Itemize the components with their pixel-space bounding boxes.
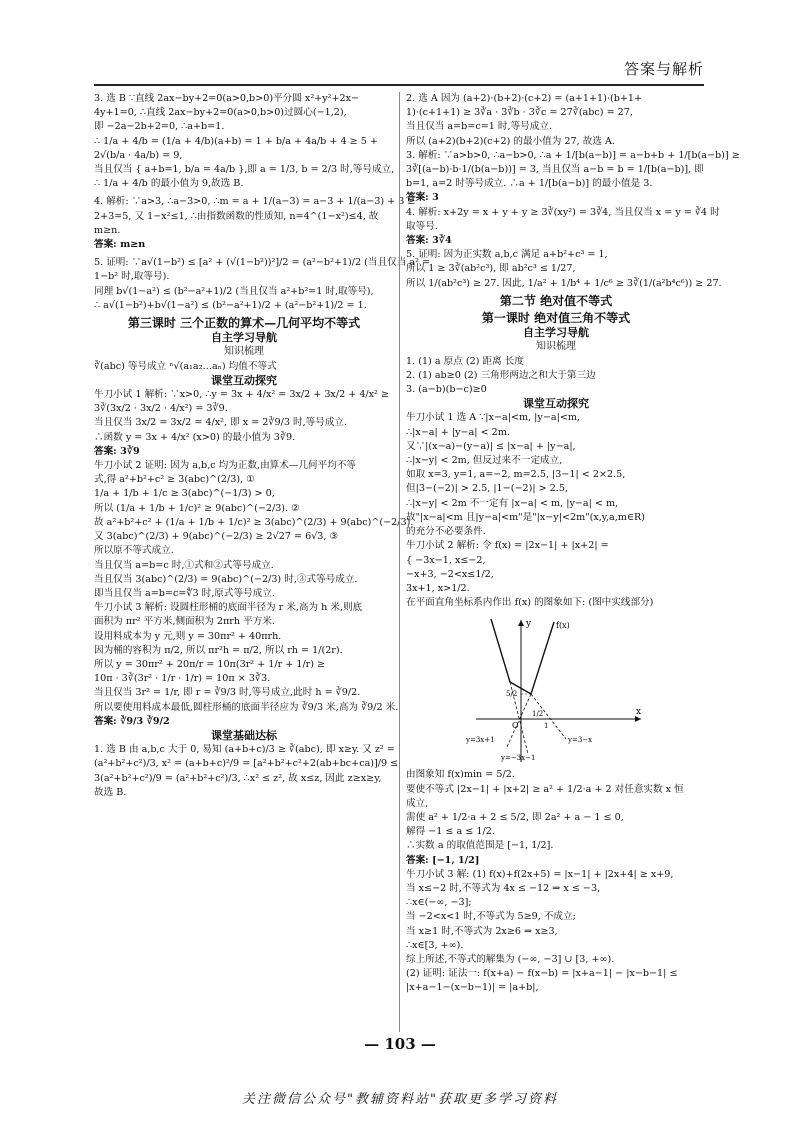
right-column-bottom (406, 768, 706, 995)
text-line: 牛刀小试 2 证明: 因为 a,b,c 均为正数,由算术—几何平均不等 (94, 460, 357, 472)
text-line: 3(a²+b²+c²)/9 = (a²+b²+c²)/3, ∴x² ≤ z², 故 x≤z, 因此 z≥x≥y, (94, 772, 382, 784)
text-line: m≥n. (94, 224, 121, 236)
right-column (406, 92, 740, 996)
text-line: 4. 解析: x+2y = x + y + y ≥ 3∛(xy²) = 3∛4, 当且仅当 x = y = ∛4 时 (406, 206, 720, 218)
text-line: 3. 解析: ∵a>b>0, ∴a−b>0, ∴a + 1/[b(a−b)] = a−b+b + 1/[b(a−b)] ≥ (406, 149, 740, 161)
text-line: ∴x∈(−∞, −3]; (406, 897, 472, 909)
text-line: 由图象知 f(x)min = 5/2. (406, 769, 515, 781)
text-line: −x+3, −2<x≤1/2, (406, 568, 494, 580)
tick-1-label: 1 (544, 722, 549, 731)
half-label: 1/2 (532, 710, 544, 719)
text-line: ∴ 1/a + 4/b 的最小值为 9,故选 B. (94, 178, 244, 190)
text-line: 所以 (a+2)(b+2)(c+2) 的最小值为 27, 故选 A. (406, 135, 615, 147)
section-heading: 自主学习导航 (523, 326, 589, 340)
text-line: 故 a²+b²+c² + (1/a + 1/b + 1/c)² ≥ 3(abc)^(2/3) + 9(abc)^(−2/3). (94, 516, 414, 528)
text-line: 牛刀小试 1 解析: ∵x>0, ∴y = 3x + 4/x² = 3x/2 + 3x/2 + 4/x² ≥ (94, 389, 389, 401)
text-line: 牛刀小试 2 解析: 令 f(x) = |2x−1| + |x+2| = (406, 540, 609, 552)
text-line: 当且仅当 3x/2 = 3x/2 = 4/x², 即 x = 2∛9/3 时,等号成立. (94, 417, 348, 429)
text-line: 综上所述,不等式的解集为 (−∞, −3] ∪ [3, +∞). (406, 953, 615, 965)
text-line: 当 x≤−2 时,不等式为 4x ≤ −12 ⇒ x ≤ −3, (406, 882, 601, 894)
text-line: 当且仅当 3r² = 1/r, 即 r = ∛9/3 时,等号成立,此时 h = ∛9/2. (94, 687, 361, 699)
text-line: ∴|x−y| < 2m, 但反过来不一定成立, (406, 455, 563, 467)
text-line: 当且仅当 a=b=c=1 时,等号成立. (406, 121, 552, 133)
text-line: 2+3=5, 又 1−x²≤1, ∴由指数函数的性质知, n=4^(1−x²)≤4, 故 (94, 210, 379, 222)
text-line: 设用料成本为 y 元,则 y = 30πr² + 40πrh. (94, 630, 282, 642)
text-line: 答案: 3∛4 (406, 235, 452, 247)
text-line: 的充分不必要条件. (406, 526, 486, 538)
text-line: 解得 −1 ≤ a ≤ 1/2. (406, 826, 495, 838)
text-line: 牛刀小试 1 选 A ∵|x−a|<m, |y−a|<m, (406, 412, 580, 424)
text-line: 1. 选 B 由 a,b,c 大于 0, 易知 (a+b+c)/3 ≥ ∛(abc), 即 x≥y. 又 z² = (94, 744, 395, 756)
text-line: 即当且仅当 a=b=c=∜3 时,原式等号成立. (94, 587, 275, 599)
section-heading: 自主学习导航 (211, 331, 277, 345)
text-line: 但|3−(−2)| > 2.5, |1−(−2)| > 2.5, (406, 483, 569, 495)
text-line: 所以要使用料成本最低,圆柱形桶的底面半径应为 ∛9/3 米,高为 ∛9/2 米. (94, 701, 399, 713)
text-line: ∴x∈[3, +∞). (406, 939, 464, 951)
y-axis-label: y (526, 619, 532, 630)
text-line: 1)·(c+1+1) ≥ 3∛a · 3∛b · 3∛c = 27∛(abc) = 27, (406, 107, 633, 119)
function-graph (466, 614, 646, 764)
text-line: (2) 证明: 证法一: f(x+a) − f(x−b) = |x+a−1| − |x−b−1| ≤ (406, 968, 678, 980)
text-line: 4. 解析: ∵a>3, ∴a−3>0, ∴m = a + 1/(a−3) = a−3 + 1/(a−3) + 3 ≥ (94, 196, 416, 208)
section-heading: 第一课时 绝对值三角不等式 (481, 311, 631, 326)
text-line: 所以 1/(ab²c³) ≥ 27. 因此, 1/a² + 1/b⁴ + 1/c⁶ ≥ 3∛(1/(a²b⁴c⁶)) ≥ 27. (406, 277, 722, 289)
line3-label: y=3−x (568, 736, 593, 745)
f-label: f(x) (556, 621, 570, 631)
text-line: 5. 证明: ∵a√(1−b²) ≤ [a² + (√(1−b²))²]/2 = (a²−b²+1)/2 (当且仅当 a² = (94, 257, 431, 269)
graph-svg (466, 614, 646, 764)
text-line: 面积为 πr² 平方米,侧面积为 2πrh 平方米. (94, 616, 275, 628)
section-heading: 第二节 绝对值不等式 (499, 293, 613, 308)
text-line: 牛刀小试 3 解析: 设圆柱形桶的底面半径为 r 米,高为 h 米,则底 (94, 602, 363, 614)
text-line: 所以原不等式成立. (94, 545, 174, 557)
section-heading: 课堂互动探究 (523, 397, 589, 411)
section-heading: 知识梳理 (224, 346, 264, 358)
f-solid-graph (491, 619, 554, 694)
text-line: ∴实数 a 的取值范围是 [−1, 1/2]. (406, 840, 554, 852)
text-line: ∴函数 y = 3x + 4/x² (x>0) 的最小值为 3∛9. (94, 431, 296, 443)
text-line: ∴ 1/a + 4/b = (1/a + 4/b)(a+b) = 1 + b/a + 4a/b + 4 ≥ 5 + (94, 135, 378, 147)
text-line: 在平面直角坐标系内作出 f(x) 的图象如下: (图中实线部分) (406, 597, 654, 609)
line1-label: y=3x+1 (466, 736, 495, 745)
text-line: 答案: ∛9/3 ∛9/2 (94, 715, 170, 727)
text-line: 2√(b/a · 4a/b) = 9, (94, 149, 183, 161)
text-line: 因为桶的容积为 π/2, 所以 πr²h = π/2, 所以 rh = 1/(2r). (94, 644, 343, 656)
text-line: 又 3(abc)^(2/3) + 9(abc)^(−2/3) ≥ 2√27 = 6√3, ③ (94, 531, 339, 543)
line2-label: y=−3x−1 (501, 754, 536, 763)
text-line: { −3x−1, x≤−2, (406, 554, 486, 566)
section-heading: 知识梳理 (536, 341, 576, 353)
text-line: 1−b² 时,取等号). (94, 271, 170, 283)
text-line: 所以 y = 30πr² + 20π/r = 10π(3r² + 1/r + 1/r) ≥ (94, 658, 326, 670)
origin-label: O (512, 721, 519, 731)
text-line: ∴|x−y| < 2m 不一定有 |x−a| < m, |y−a| < m, (406, 497, 619, 509)
header-title: 答案与解析 (623, 60, 704, 78)
value-5-2-label: 5/2 (506, 690, 518, 699)
text-line: 3. 选 B ∵直线 2ax−by+2=0(a>0,b>0)平分圆 x²+y²+2x− (94, 93, 360, 104)
text-line: |x+a−1−(x−b−1)| = |a+b|, (406, 982, 539, 994)
right-column-top (406, 92, 740, 610)
text-line: 即 −2a−2b+2=0, ∴a+b=1. (94, 121, 225, 133)
section-heading: 第三课时 三个正数的算术—几何平均不等式 (127, 316, 361, 331)
section-heading: 课堂互动探究 (211, 373, 277, 387)
text-line: b=1, a=2 时等号成立. ∴a + 1/[b(a−b)] 的最小值是 3. (406, 178, 653, 190)
text-line: 牛刀小试 3 解: (1) f(x)+f(2x+5) = |x−1| + |2x+4| ≥ x+9, (406, 868, 674, 880)
text-line: 2. 选 A 因为 (a+2)·(b+2)·(c+2) = (a+1+1)·(b+1+ (406, 93, 643, 104)
text-line: 要使不等式 |2x−1| + |x+2| ≥ a² + 1/2·a + 2 对任意实数 x 恒 (406, 783, 684, 795)
text-line: 3∛[(a−b)·b·1/(b(a−b))] = 3, 当且仅当 a−b = b = 1/[b(a−b)], 即 (406, 164, 704, 176)
text-line: 1/a + 1/b + 1/c ≥ 3(abc)^(−1/3) > 0, (94, 488, 275, 500)
text-line: 答案: 3∛9 (94, 445, 140, 457)
text-line: 3x+1, x>1/2. (406, 582, 470, 594)
text-line: 故选 B. (94, 786, 127, 798)
text-line: 2. (1) ab≥0 (2) 三角形两边之和大于第三边 (406, 369, 596, 381)
text-line: 同理 b√(1−a²) ≤ (b²−a²+1)/2 (当且仅当 a²+b²=1 时,取等号), (94, 285, 374, 297)
header-rule (94, 84, 704, 86)
text-line: 当且仅当 3(abc)^(2/3) = 9(abc)^(−2/3) 时,③式等号成立. (94, 573, 358, 585)
text-line: 取等号. (406, 220, 438, 232)
text-line: 又∵|(x−a)−(y−a)| ≤ |x−a| + |y−a|, (406, 440, 576, 452)
text-line: 答案: m≥n (94, 239, 146, 251)
text-line: 式,得 a²+b²+c² ≥ 3(abc)^(2/3), ① (94, 474, 255, 486)
page-number: — 103 — (364, 1035, 436, 1053)
column-divider (399, 92, 400, 1032)
text-line: 答案: 3 (406, 192, 439, 204)
text-line: 10π · 3∛(3r² · 1/r · 1/r) = 10π × 3∛3. (94, 673, 271, 685)
text-line: 当 x≥1 时,不等式为 2x≥6 ⇒ x≥3, (406, 925, 558, 937)
text-line: 所以 (1/a + 1/b + 1/c)² ≥ 9(abc)^(−2/3). ② (94, 502, 300, 514)
text-line: ∴ a√(1−b²)+b√(1−a²) ≤ (b²−a²+1)/2 + (a²−b²+1)/2 = 1. (94, 299, 367, 311)
text-line: 需使 a² + 1/2·a + 2 ≤ 5/2, 即 2a² + a − 1 ≤ 0, (406, 811, 624, 823)
text-line: 3∛(3x/2 · 3x/2 · 4/x²) = 3∛9. (94, 403, 228, 415)
text-line: 1. (1) a 原点 (2) 距离 长度 (406, 355, 524, 367)
text-line: 所以 1 ≥ 3∛(ab²c³), 即 ab²c³ ≤ 1/27, (406, 263, 576, 275)
text-line: 成立, (406, 797, 429, 809)
text-line: (a²+b²+c²)/3, x² = (a+b+c)²/9 = [a²+b²+c²+2(ab+bc+ca)]/9 ≤ (94, 758, 399, 770)
text-line: 4y+1=0, ∴直线 2ax−by+2=0(a>0,b>0)过圆心(−1,2), (94, 107, 347, 119)
text-line: 答案: [−1, 1/2] (406, 854, 480, 866)
text-line: ∴|x−a| + |y−a| < 2m. (406, 426, 510, 438)
x-axis-label: x (636, 707, 642, 718)
y-axis-arrow (518, 620, 524, 626)
section-heading: 课堂基础达标 (211, 728, 277, 742)
text-line: 故"|x−a|<m 且|y−a|<m"是"|x−y|<2m"(x,y,a,m∈R) (406, 511, 645, 523)
text-line: 3. (a−b)(b−c)≥0 (406, 384, 487, 396)
text-line: 如取 x=3, y=1, a=−2, m=2.5, |3−1| < 2×2.5, (406, 469, 626, 481)
text-line: ∛(abc) 等号成立 ⁿ√(a₁a₂…aₙ) 均值不等式 (94, 360, 277, 372)
text-line: 当 −2<x<1 时,不等式为 5≥9, 不成立; (406, 911, 576, 923)
text-line: 当且仅当 { a+b=1, b/a = 4a/b },即 a = 1/3, b = 2/3 时,等号成立, (94, 164, 395, 176)
page-header (94, 58, 704, 82)
text-line: 5. 证明: 因为正实数 a,b,c 满足 a+b²+c³ = 1, (406, 249, 608, 261)
text-line: 当且仅当 a=b=c 时,①式和②式等号成立. (94, 559, 274, 571)
footer-note: 关注微信公众号"教辅资料站"获取更多学习资料 (242, 1092, 558, 1107)
